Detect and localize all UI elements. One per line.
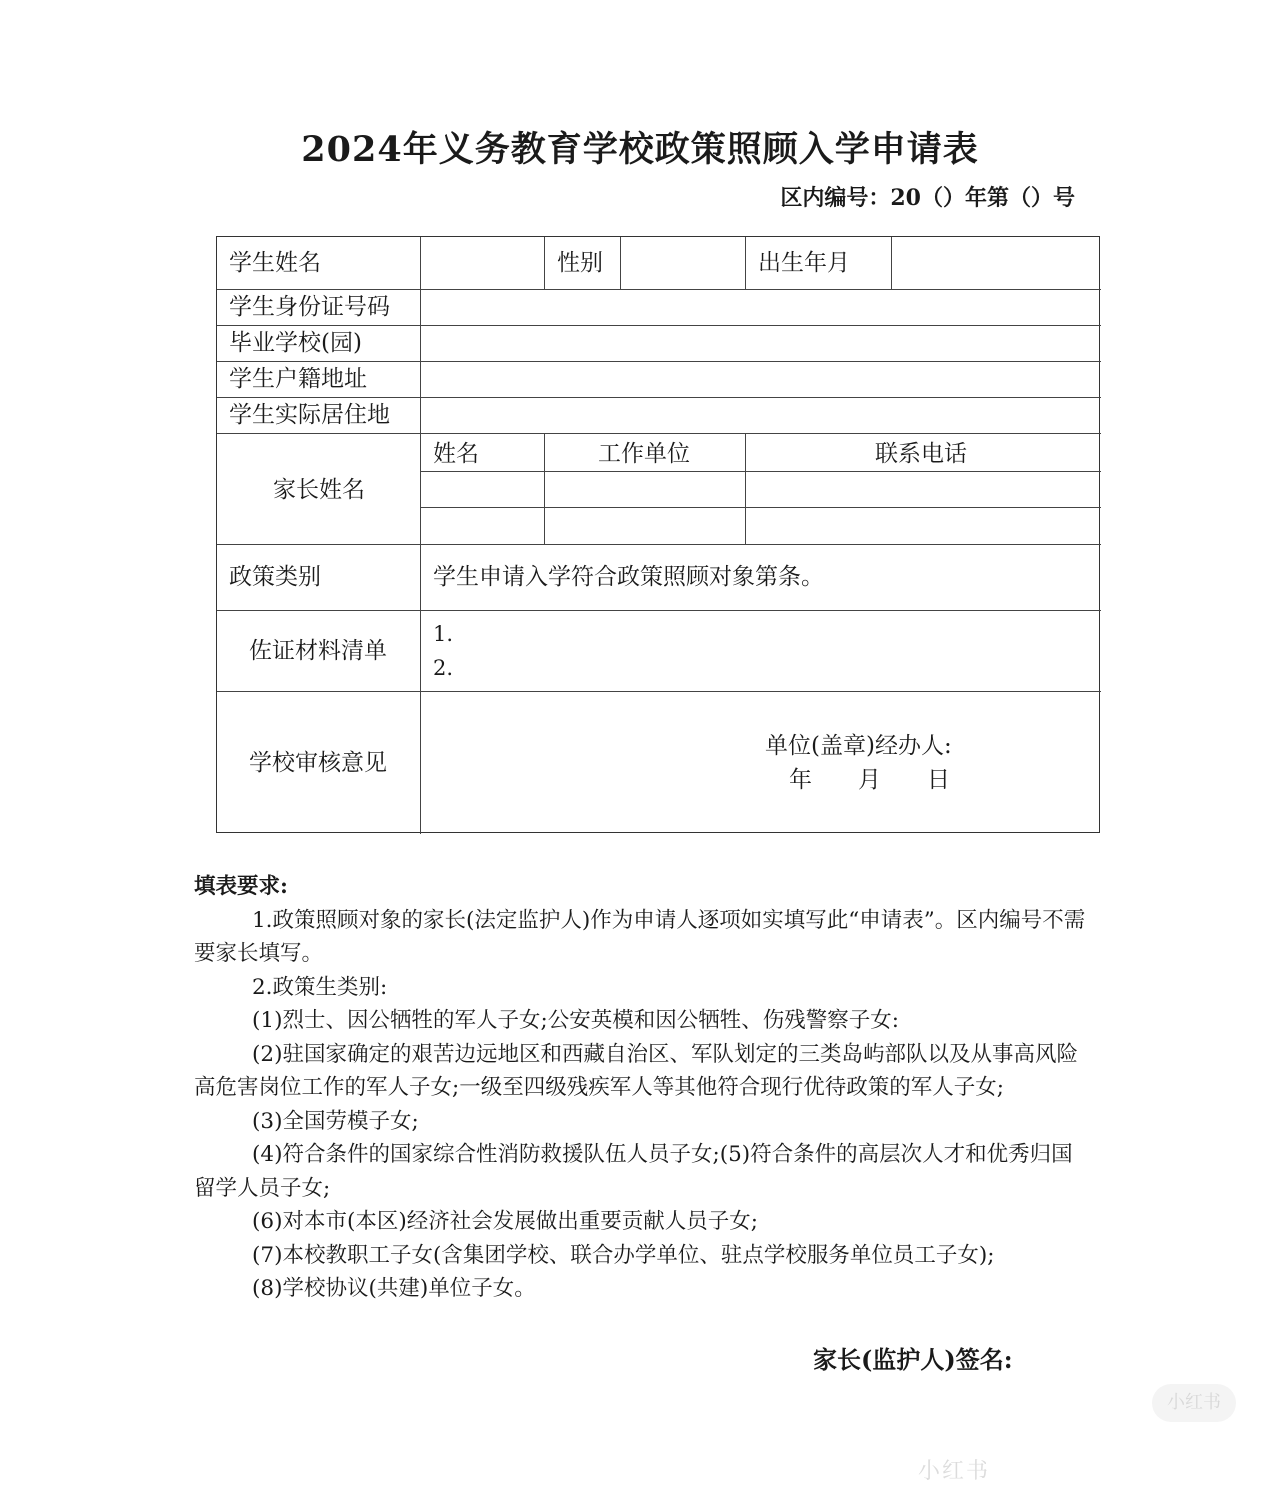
watermark-footer: 小红书 bbox=[918, 1459, 991, 1484]
column-divider bbox=[620, 237, 621, 289]
materials-label: 佐证材料清单 bbox=[249, 638, 387, 664]
materials-item: 1. bbox=[433, 622, 454, 646]
requirement-line: 1.政策照顾对象的家长(法定监护人)作为申请人逐项如实填写此“申请表”。区内编号不需要家长填写。 bbox=[194, 907, 1086, 966]
column-divider bbox=[420, 237, 421, 834]
row-divider bbox=[217, 433, 1101, 434]
requirement-line: (3)全国劳模子女; bbox=[252, 1108, 419, 1134]
row-divider bbox=[421, 471, 1101, 472]
row-divider bbox=[217, 289, 1101, 290]
requirement-line: (4)符合条件的国家综合性消防救援队伍人员子女;(5)符合条件的高层次人才和优秀归国留学人员子女; bbox=[194, 1142, 1073, 1201]
district-serial-number: 区内编号：20（）年第（）号 bbox=[780, 185, 1075, 211]
row-divider bbox=[421, 507, 1101, 508]
birth-date-label: 出生年月 bbox=[758, 250, 850, 276]
materials-item: 2. bbox=[433, 656, 454, 680]
requirement-line: (1)烈士、因公牺牲的军人子女;公安英模和因公牺牲、伤残警察子女: bbox=[252, 1008, 899, 1033]
row-divider bbox=[217, 361, 1101, 362]
review-date: 年 月 日 bbox=[789, 767, 950, 793]
parent-name-label: 家长姓名 bbox=[273, 477, 365, 503]
row-divider bbox=[217, 325, 1101, 326]
requirements-heading: 填表要求: bbox=[194, 874, 288, 899]
column-divider bbox=[745, 237, 746, 289]
column-divider bbox=[544, 237, 545, 289]
requirement-line: (7)本校教职工子女(含集团学校、联合办学单位、驻点学校服务单位员工子女); bbox=[252, 1242, 995, 1268]
review-signature: 单位(盖章)经办人: bbox=[765, 733, 952, 759]
graduation-school-label: 毕业学校(园) bbox=[229, 330, 362, 356]
filling-requirements bbox=[194, 870, 1094, 1306]
gender-label: 性别 bbox=[557, 250, 603, 276]
watermark-badge: 小红书 bbox=[1152, 1384, 1236, 1422]
row-divider bbox=[217, 544, 1101, 545]
review-label: 学校审核意见 bbox=[249, 750, 387, 776]
policy-type-text: 学生申请入学符合政策照顾对象第条。 bbox=[433, 564, 824, 590]
requirement-line: (8)学校协议(共建)单位子女。 bbox=[252, 1276, 536, 1301]
column-divider bbox=[544, 433, 545, 544]
row-divider bbox=[217, 610, 1101, 611]
residence-label: 学生实际居住地 bbox=[229, 402, 390, 428]
parent-signature-label: 家长(监护人)签名: bbox=[813, 1345, 1013, 1374]
parent-col-phone: 联系电话 bbox=[875, 441, 967, 467]
column-divider bbox=[891, 237, 892, 289]
requirement-line: (2)驻国家确定的艰苦边远地区和西藏自治区、军队划定的三类岛屿部队以及从事高风险高危害岗位工作的军人子女;一级至四级残疾军人等其他符合现行优待政策的军人子女; bbox=[194, 1041, 1078, 1100]
page-title: 2024年义务教育学校政策照顾入学申请表 bbox=[301, 129, 979, 170]
student-name-label: 学生姓名 bbox=[229, 250, 321, 276]
parent-col-employer: 工作单位 bbox=[598, 441, 690, 467]
row-divider bbox=[217, 691, 1101, 692]
requirement-line: 2.政策生类别: bbox=[252, 974, 388, 1000]
requirement-line: (6)对本市(本区)经济社会发展做出重要贡献人员子女; bbox=[252, 1209, 758, 1234]
policy-type-label: 政策类别 bbox=[229, 564, 321, 590]
parent-col-name: 姓名 bbox=[433, 441, 479, 467]
id-number-label: 学生身份证号码 bbox=[229, 294, 390, 320]
column-divider bbox=[745, 433, 746, 544]
row-divider bbox=[217, 397, 1101, 398]
application-form-table bbox=[216, 236, 1100, 833]
hukou-address-label: 学生户籍地址 bbox=[229, 366, 367, 392]
